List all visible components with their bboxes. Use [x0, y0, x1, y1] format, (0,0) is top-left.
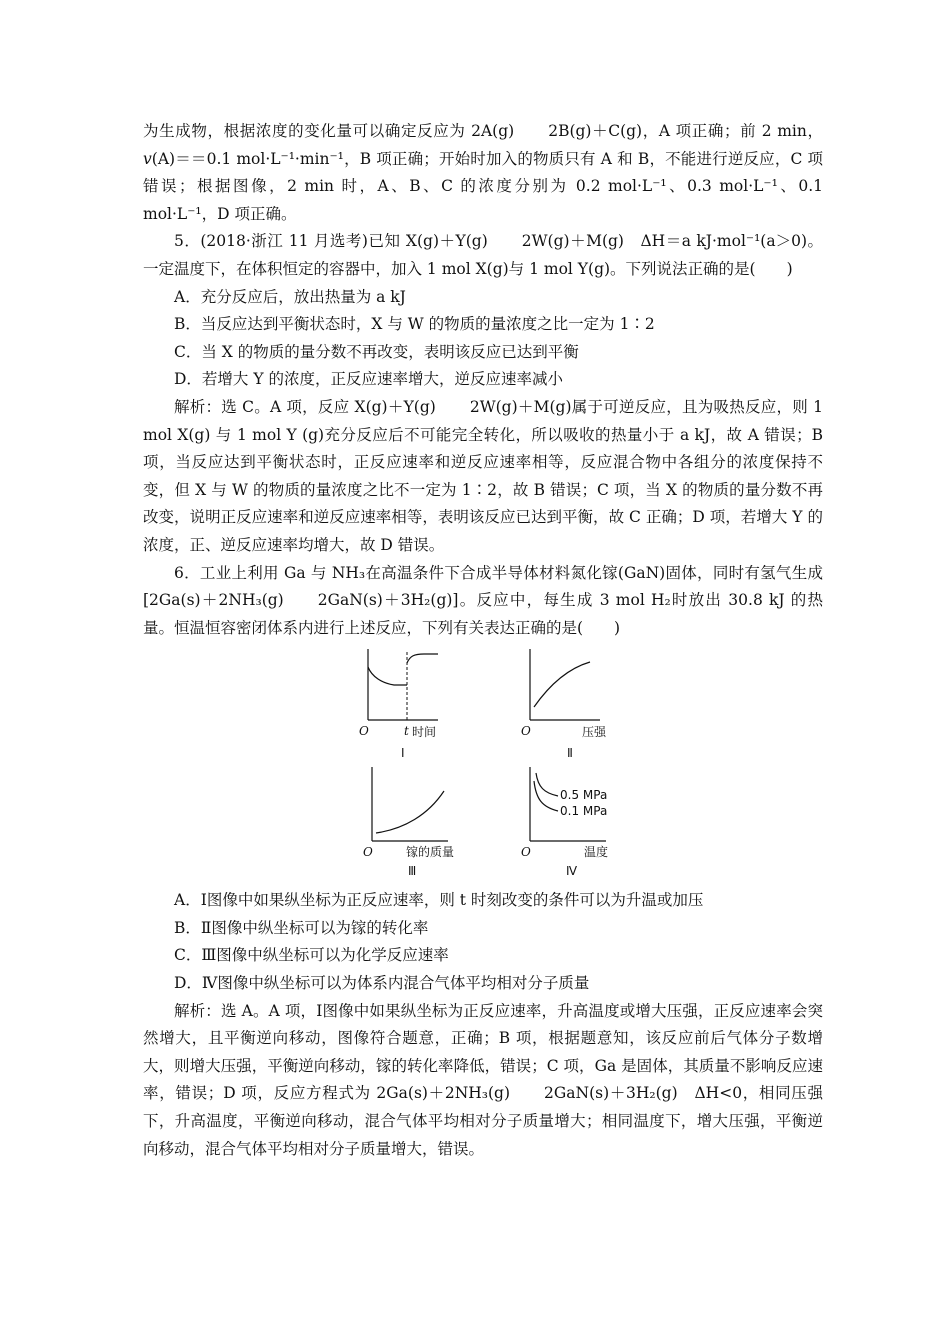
- x-axis-label: 压强: [582, 725, 607, 740]
- figure-1-number: Ⅰ: [401, 746, 405, 761]
- question-6-option-c: C．Ⅲ图像中纵坐标可以为化学反应速率: [174, 946, 449, 965]
- question-5-option-d: D．若增大 Y 的浓度，正反应速率增大，逆反应速率减小: [174, 370, 564, 389]
- curve-0-1mpa: [534, 781, 558, 811]
- tick-t-label: t: [404, 724, 409, 739]
- curve-after-t: [407, 654, 438, 663]
- figure-2-graph: [510, 647, 640, 761]
- document-page: [143, 118, 823, 1163]
- question-5-option-b: B．当反应达到平衡状态时，X 与 W 的物质的量浓度之比一定为 1∶2: [174, 315, 655, 334]
- curve-label-0-5mpa: 0.5 MPa: [560, 788, 608, 803]
- question-6-figures: [143, 647, 823, 879]
- curve: [376, 791, 444, 833]
- figure-2-number: Ⅱ: [567, 746, 573, 761]
- curve-0-5mpa: [536, 773, 558, 796]
- figure-3-graph: [348, 763, 498, 879]
- curve: [534, 662, 590, 707]
- curve-before-t: [368, 667, 407, 685]
- question-5-analysis: 解析：选 C。A 项，反应 X(g)＋Y(g) 2W(g)＋M(g)属于可逆反应，且为吸热反应，则 1 mol X(g) 与 1 mol Y (g)充分反应后不可能完全转化，所以吸收的热量小于 a kJ，故 A 错误；B 项，当反应达到平衡状态时，正反应速率和逆反应速率相等，反应混合物中各组分的浓度保持不变，但 X 与 W 的物质的量浓度之比不一定为 1∶2，故 B 错误；C 项，当 X 的物质的量分数不再改变，说明正反应速率和逆反应速率相等，表明该反应已达到平衡，故 C 正确；D 项，若增大 Y 的浓度，正、逆反应速率均增大，故 D 错误。: [143, 397, 823, 554]
- figure-1-graph: [348, 647, 478, 761]
- figure-4-number: Ⅳ: [566, 864, 578, 879]
- question-6-option-b: B．Ⅱ图像中纵坐标可以为镓的转化率: [174, 918, 429, 937]
- figure-3-number: Ⅲ: [408, 864, 417, 879]
- question-6-stem: 6．工业上利用 Ga 与 NH₃在高温条件下合成半导体材料氮化镓(GaN)固体，同时有氢气生成[2Ga(s)＋2NH₃(g) 2GaN(s)＋3H₂(g)]。反应中，每生成 3 mol H₂时放出 30.8 kJ 的热量。恒温恒容密闭体系内进行上述反应，下列有关表达正确的是( ): [143, 563, 823, 637]
- origin-label: O: [521, 724, 531, 739]
- figure-1: [348, 647, 478, 761]
- figure-2: [510, 647, 640, 761]
- x-axis-label: 时间: [412, 725, 437, 740]
- figure-4: [510, 763, 660, 879]
- x-axis-label: 温度: [584, 845, 609, 860]
- question-6-analysis: 解析：选 A。A 项，Ⅰ图像中如果纵坐标为正反应速率，升高温度或增大压强，正反应速率会突然增大，且平衡逆向移动，图像符合题意，正确；B 项，根据题意知，该反应前后气体分子数增大，则增大压强，平衡逆向移动，镓的转化率降低，错误；C 项，Ga 是固体，其质量不影响反应速率，错误；D 项，反应方程式为 2Ga(s)＋2NH₃(g) 2GaN(s)＋3H₂(g) ΔH<0，相同压强下，升高温度，平衡逆向移动，混合气体平均相对分子质量增大；相同温度下，增大压强，平衡逆向移动，混合气体平均相对分子质量增大，错误。: [143, 1001, 824, 1158]
- figure-4-graph: [510, 763, 660, 879]
- question-6-option-d: D．Ⅳ图像中纵坐标可以为体系内混合气体平均相对分子质量: [174, 974, 590, 993]
- question-5-stem: 5．(2018·浙江 11 月选考)已知 X(g)＋Y(g) 2W(g)＋M(g) ΔH＝a kJ·mol⁻¹(a＞0)。一定温度下，在体积恒定的容器中，加入 1 mol X(g)与 1 mol Y(g)。下列说法正确的是( ): [143, 232, 823, 278]
- origin-label: O: [359, 724, 369, 739]
- figure-3: [348, 763, 498, 879]
- question-5-option-a: A．充分反应后，放出热量为 a kJ: [174, 287, 406, 306]
- x-axis-label: 镓的质量: [406, 845, 455, 860]
- origin-label: O: [521, 845, 531, 860]
- question-5-option-c: C．当 X 的物质的量分数不再改变，表明该反应已达到平衡: [174, 342, 579, 361]
- origin-label: O: [363, 845, 373, 860]
- curve-label-0-1mpa: 0.1 MPa: [560, 804, 608, 819]
- question-6-option-a: A．Ⅰ图像中如果纵坐标为正反应速率，则 t 时刻改变的条件可以为升温或加压: [174, 891, 704, 910]
- paragraph-analysis-q4: 为生成物，根据浓度的变化量可以确定反应为 2A(g) 2B(g)＋C(g)，A 项正确；前 2 min，v(A)＝＝0.1 mol·L⁻¹·min⁻¹，B 项正确；开始时加入的物质只有 A 和 B，不能进行逆反应，C 项错误；根据图像，2 min 时，A、B、C 的浓度分别为 0.2 mol·L⁻¹、0.3 mol·L⁻¹、0.1 mol·L⁻¹，D 项正确。: [143, 122, 823, 223]
